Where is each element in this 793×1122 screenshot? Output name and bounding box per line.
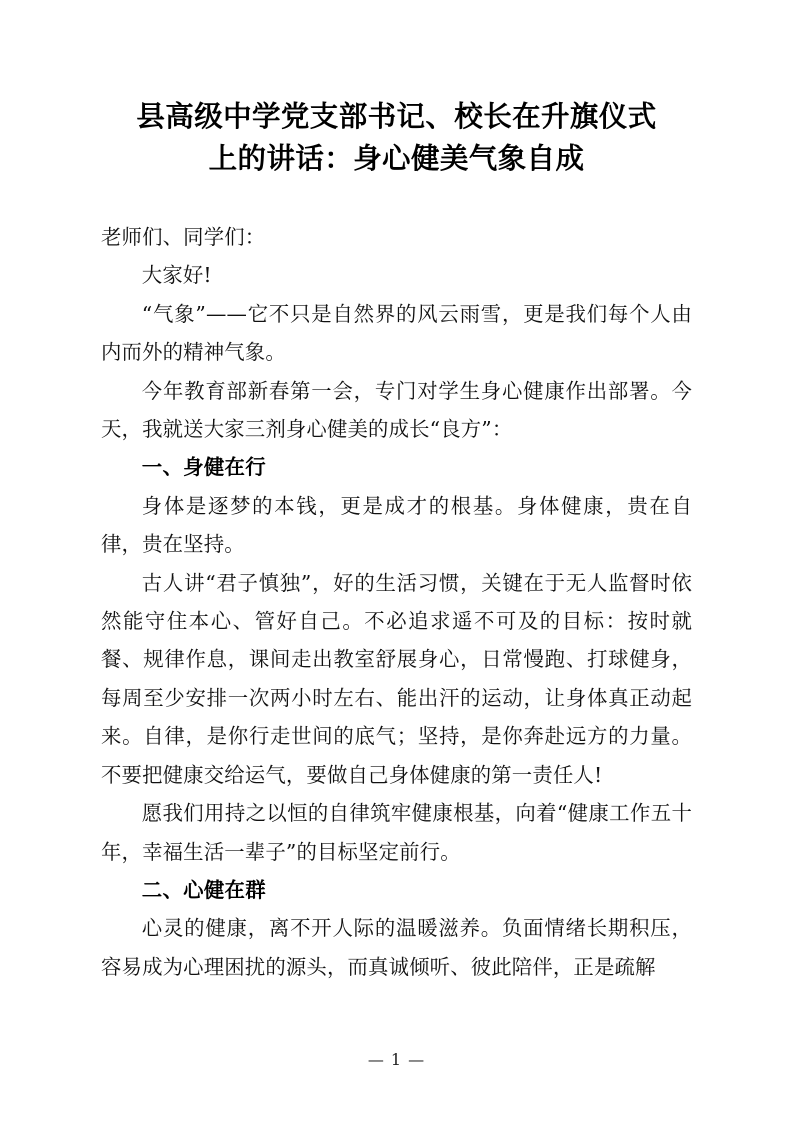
page-title [101, 96, 692, 180]
section-heading-one: 一、身健在行 [141, 455, 266, 480]
page-footer [0, 1050, 793, 1070]
section-heading-two: 二、心健在群 [141, 877, 266, 902]
section-two-paragraph-1: 心灵的健康，离不开人际的温暖滋养。负面情绪长期积压，容易成为心理困扰的源头，而真诚倾听、彼此陪伴，正是疏解 [101, 916, 692, 979]
greeting-paragraph: 大家好! [141, 263, 212, 288]
intro-paragraph-ministry: 今年教育部新春第一会，专门对学生身心健康作出部署。今天，我就送大家三剂身心健美的成长“良方”： [101, 378, 692, 442]
intro-paragraph-weather: “气象”——它不只是自然界的风云雨雪，更是我们每个人由内而外的精神气象。 [101, 301, 692, 365]
title-line-1: 县高级中学党支部书记、校长在升旗仪式 [136, 100, 657, 133]
section-one-paragraph-3: 愿我们用持之以恒的自律筑牢健康根基，向着“健康工作五十年，幸福生活一辈子”的目标坚定前行。 [101, 801, 692, 864]
salutation-paragraph: 老师们、同学们： [101, 225, 266, 249]
title-line-2: 上的讲话：身心健美气象自成 [208, 142, 585, 175]
section-one-paragraph-2: 古人讲“君子慎独”，好的生活习惯，关键在于无人监督时依然能守住本心、管好自己。不必追求遥不可及的目标：按时就餐、规律作息，课间走出教室舒展身心，日常慢跑、打球健身，每周至少安排一次两小时左右、能出汗的运动，让身体真正动起来。自律，是你行走世间的底气；坚持，是你奔赴远方的力量。不要把健康交给运气，要做自己身体健康的第一责任人! [101, 570, 692, 787]
page-number: — 1 — [367, 1050, 426, 1069]
document-body-blocks [101, 218, 692, 986]
document-content [101, 96, 692, 986]
section-one-paragraph-1: 身体是逐梦的本钱，更是成才的根基。身体健康，贵在自律，贵在坚持。 [101, 493, 692, 557]
